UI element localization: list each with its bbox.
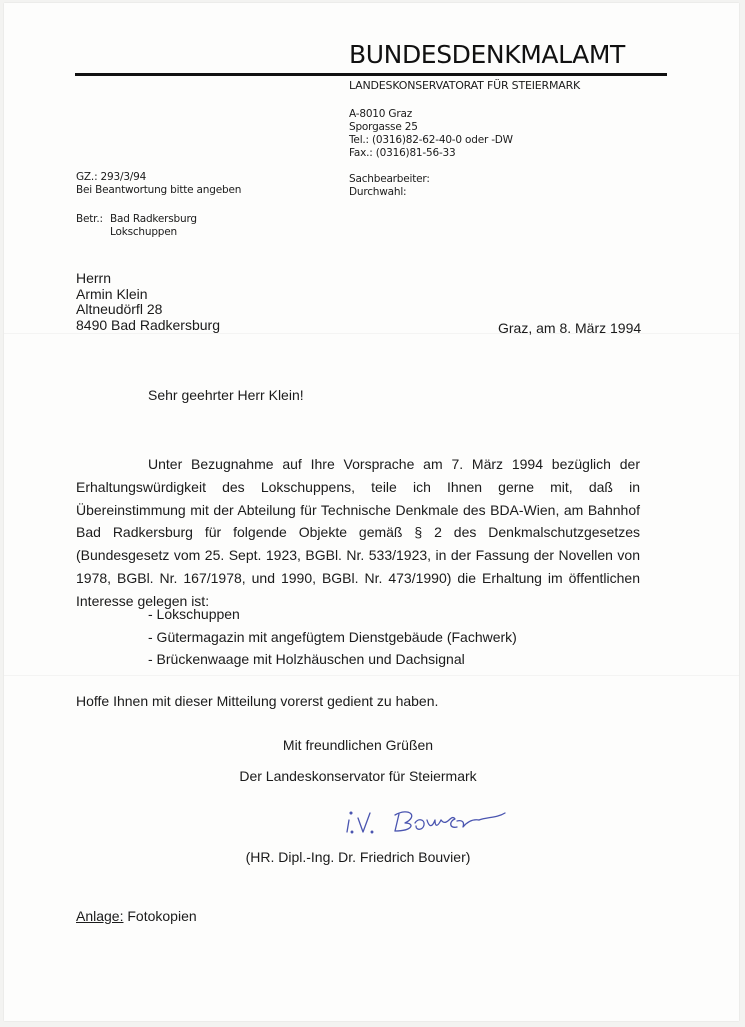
- contact-block: [349, 173, 430, 199]
- signatory-name: (HR. Dipl.-Ing. Dr. Friedrich Bouvier): [245, 849, 471, 865]
- paper-fold: [4, 675, 739, 676]
- list-item: - Lokschuppen: [148, 606, 240, 622]
- greeting: Mit freundlichen Grüßen: [282, 737, 434, 753]
- subject-label: Betr.:: [76, 213, 103, 225]
- subject-line: Bad Radkersburg: [110, 213, 197, 225]
- object-list: [148, 603, 517, 671]
- list-item: - Brückenwaage mit Holzhäuschen und Dachsignal: [148, 651, 465, 667]
- gz-number: GZ.: 293/3/94: [76, 171, 147, 183]
- salutation: Sehr geehrter Herr Klein!: [148, 387, 304, 403]
- letterhead-rule: [75, 73, 667, 76]
- reference-number: [76, 171, 241, 197]
- signatory-role: Der Landeskonservator für Steiermark: [239, 768, 477, 784]
- attachment-value: Fotokopien: [127, 908, 197, 924]
- department-name: LANDESKONSERVATORAT FÜR STEIERMARK: [349, 79, 581, 92]
- body-paragraph: Unter Bezugnahme auf Ihre Vorsprache am 7. März 1994 bezüglich der Erhaltungswürdigkeit des Lokschuppens, teile ich Ihnen gerne mit, daß in Übereinstimmung mit der Abteilung für Technische Denkmale des BDA-Wien, am Bahnhof Bad Radkersburg für folgende Objekte gemäß § 2 des Denkmalschutzgesetzes (Bundesgesetz vom 25. Sept. 1923, BGBl. Nr. 533/1923, in der Fassung der Novellen von 1978, BGBl. Nr. 167/1978, und 1990, BGBl. Nr. 473/1990) die Erhaltung im öffentlichen Interesse gelegen ist:: [76, 456, 640, 609]
- address-line: Fax.: (0316)81-56-33: [349, 147, 456, 159]
- address-line: Tel.: (0316)82-62-40-0 oder -DW: [349, 134, 513, 146]
- organization-name: BUNDESDENKMALAMT: [349, 40, 625, 69]
- contact-line: Sachbearbeiter:: [349, 173, 430, 185]
- attachment-note: [76, 908, 197, 924]
- recipient-line: 8490 Bad Radkersburg: [76, 316, 220, 333]
- recipient-line: Herrn: [76, 270, 112, 286]
- reference-note: Bei Beantwortung bitte angeben: [76, 184, 242, 196]
- address-line: Sporgasse 25: [349, 121, 418, 133]
- list-item: - Gütermagazin mit angefügtem Dienstgebäude (Fachwerk): [148, 628, 517, 645]
- recipient-line: Altneudörfl 28: [76, 301, 163, 317]
- subject-line: Lokschuppen: [110, 226, 177, 238]
- closing-sentence: Hoffe Ihnen mit dieser Mitteilung vorerst gedient zu haben.: [76, 693, 439, 709]
- letter-page: [4, 3, 739, 1021]
- attachment-label: Anlage:: [76, 908, 124, 924]
- handwritten-signature: [337, 799, 517, 841]
- letter-date: Graz, am 8. März 1994: [498, 320, 642, 336]
- contact-line: Durchwahl:: [349, 186, 407, 198]
- subject-block: [76, 213, 197, 239]
- recipient-address: [76, 271, 220, 333]
- recipient-line: Armin Klein: [76, 285, 148, 302]
- address-line: A-8010 Graz: [349, 108, 412, 120]
- sender-address: [349, 108, 513, 160]
